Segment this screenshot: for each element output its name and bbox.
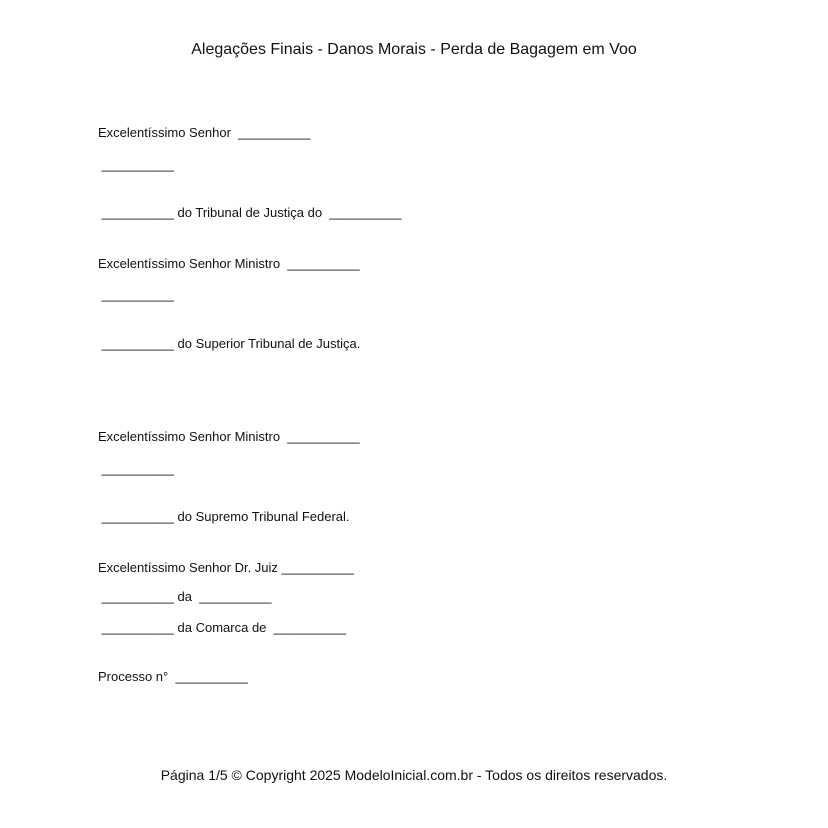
document-title: Alegações Finais - Danos Morais - Perda de Bagagem em Voo (191, 41, 637, 58)
judge-line: Excelentíssimo Senhor Dr. Juiz __________ (98, 560, 354, 575)
tribunal-justica-line: __________ do Tribunal de Justiça do __________ (98, 205, 402, 220)
processo-line: Processo n° __________ (98, 669, 248, 684)
addressee-line-1: Excelentíssimo Senhor __________ (98, 125, 311, 140)
page-footer: Página 1/5 © Copyright 2025 ModeloInicial.com.br - Todos os direitos reservados. (160, 767, 668, 783)
comarca-line: __________ da Comarca de __________ (98, 620, 346, 635)
addressee-line-3: Excelentíssimo Senhor Ministro __________ (98, 429, 360, 444)
vara-line: __________ da __________ (98, 589, 272, 604)
addressee-line-2: Excelentíssimo Senhor Ministro __________ (98, 256, 360, 271)
stf-line: __________ do Supremo Tribunal Federal. (98, 509, 350, 524)
stj-line: __________ do Superior Tribunal de Justiça. (98, 336, 361, 351)
blank-line-2: __________ (98, 287, 174, 302)
blank-line-3: __________ (98, 461, 174, 476)
blank-line-1: __________ (98, 157, 174, 172)
